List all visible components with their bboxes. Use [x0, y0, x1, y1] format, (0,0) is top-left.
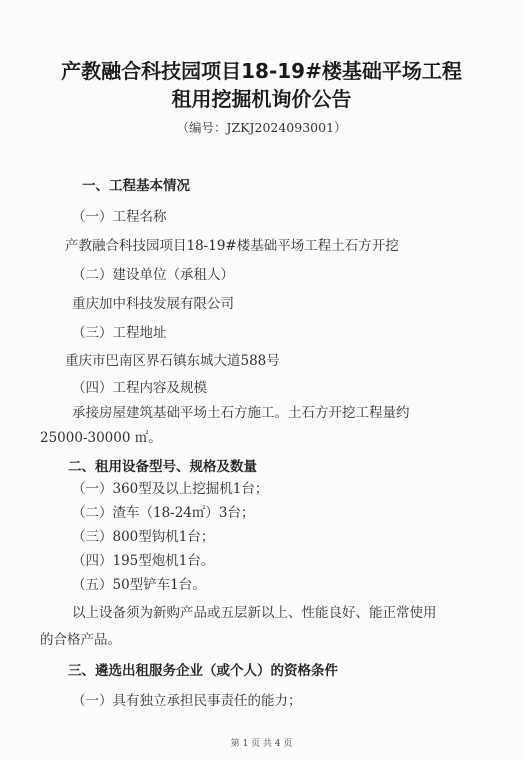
section-1-2-text: 重庆加中科技发展有限公司: [72, 296, 234, 312]
section-3-heading: 三、遴选出租服务企业（或个人）的资格条件: [68, 663, 338, 679]
page-number-footer: 第 1 页 共 4 页: [230, 739, 293, 749]
section-1-3-label: （三）工程地址: [72, 325, 167, 341]
document-title-line2: 租用挖掘机询价公告: [171, 87, 352, 111]
section-2-item: （五）50型铲车1台。: [72, 577, 206, 593]
section-3-1-text: （一）具有独立承担民事责任的能力；: [72, 693, 302, 709]
document-title-line1: 产教融合科技园项目18-19#楼基础平场工程: [61, 59, 462, 83]
section-1-3-text: 重庆市巴南区界石镇东城大道588号: [65, 353, 280, 369]
section-2-item: （一）360型及以上挖掘机1台；: [72, 481, 269, 497]
section-1-4-text-line1: 承接房屋建筑基础平场土石方施工。土石方开挖工程量约: [72, 405, 410, 421]
section-2-note-line2: 的合格产品。: [40, 632, 121, 648]
section-2-item: （四）195型炮机1台。: [72, 553, 215, 569]
section-1-2-label: （二）建设单位（承租人）: [72, 267, 234, 283]
section-2-note-line1: 以上设备须为新购产品或五层新以上、性能良好、能正常使用: [72, 605, 437, 621]
section-1-1-text: 产教融合科技园项目18-19#楼基础平场工程土石方开挖: [65, 238, 399, 254]
section-2-item: （三）800型钩机1台；: [72, 529, 215, 545]
section-1-heading: 一、工程基本情况: [82, 178, 190, 194]
section-1-1-label: （一）工程名称: [72, 209, 167, 225]
document-number: （编号：JZKJ2024093001）: [176, 120, 347, 135]
section-1-4-text-line2: 25000-30000 ㎡。: [40, 430, 162, 446]
section-2-item: （二）渣车（18-24㎡）3台；: [72, 505, 255, 521]
section-2-heading: 二、租用设备型号、规格及数量: [68, 459, 257, 475]
section-1-4-label: （四）工程内容及规模: [72, 380, 207, 396]
